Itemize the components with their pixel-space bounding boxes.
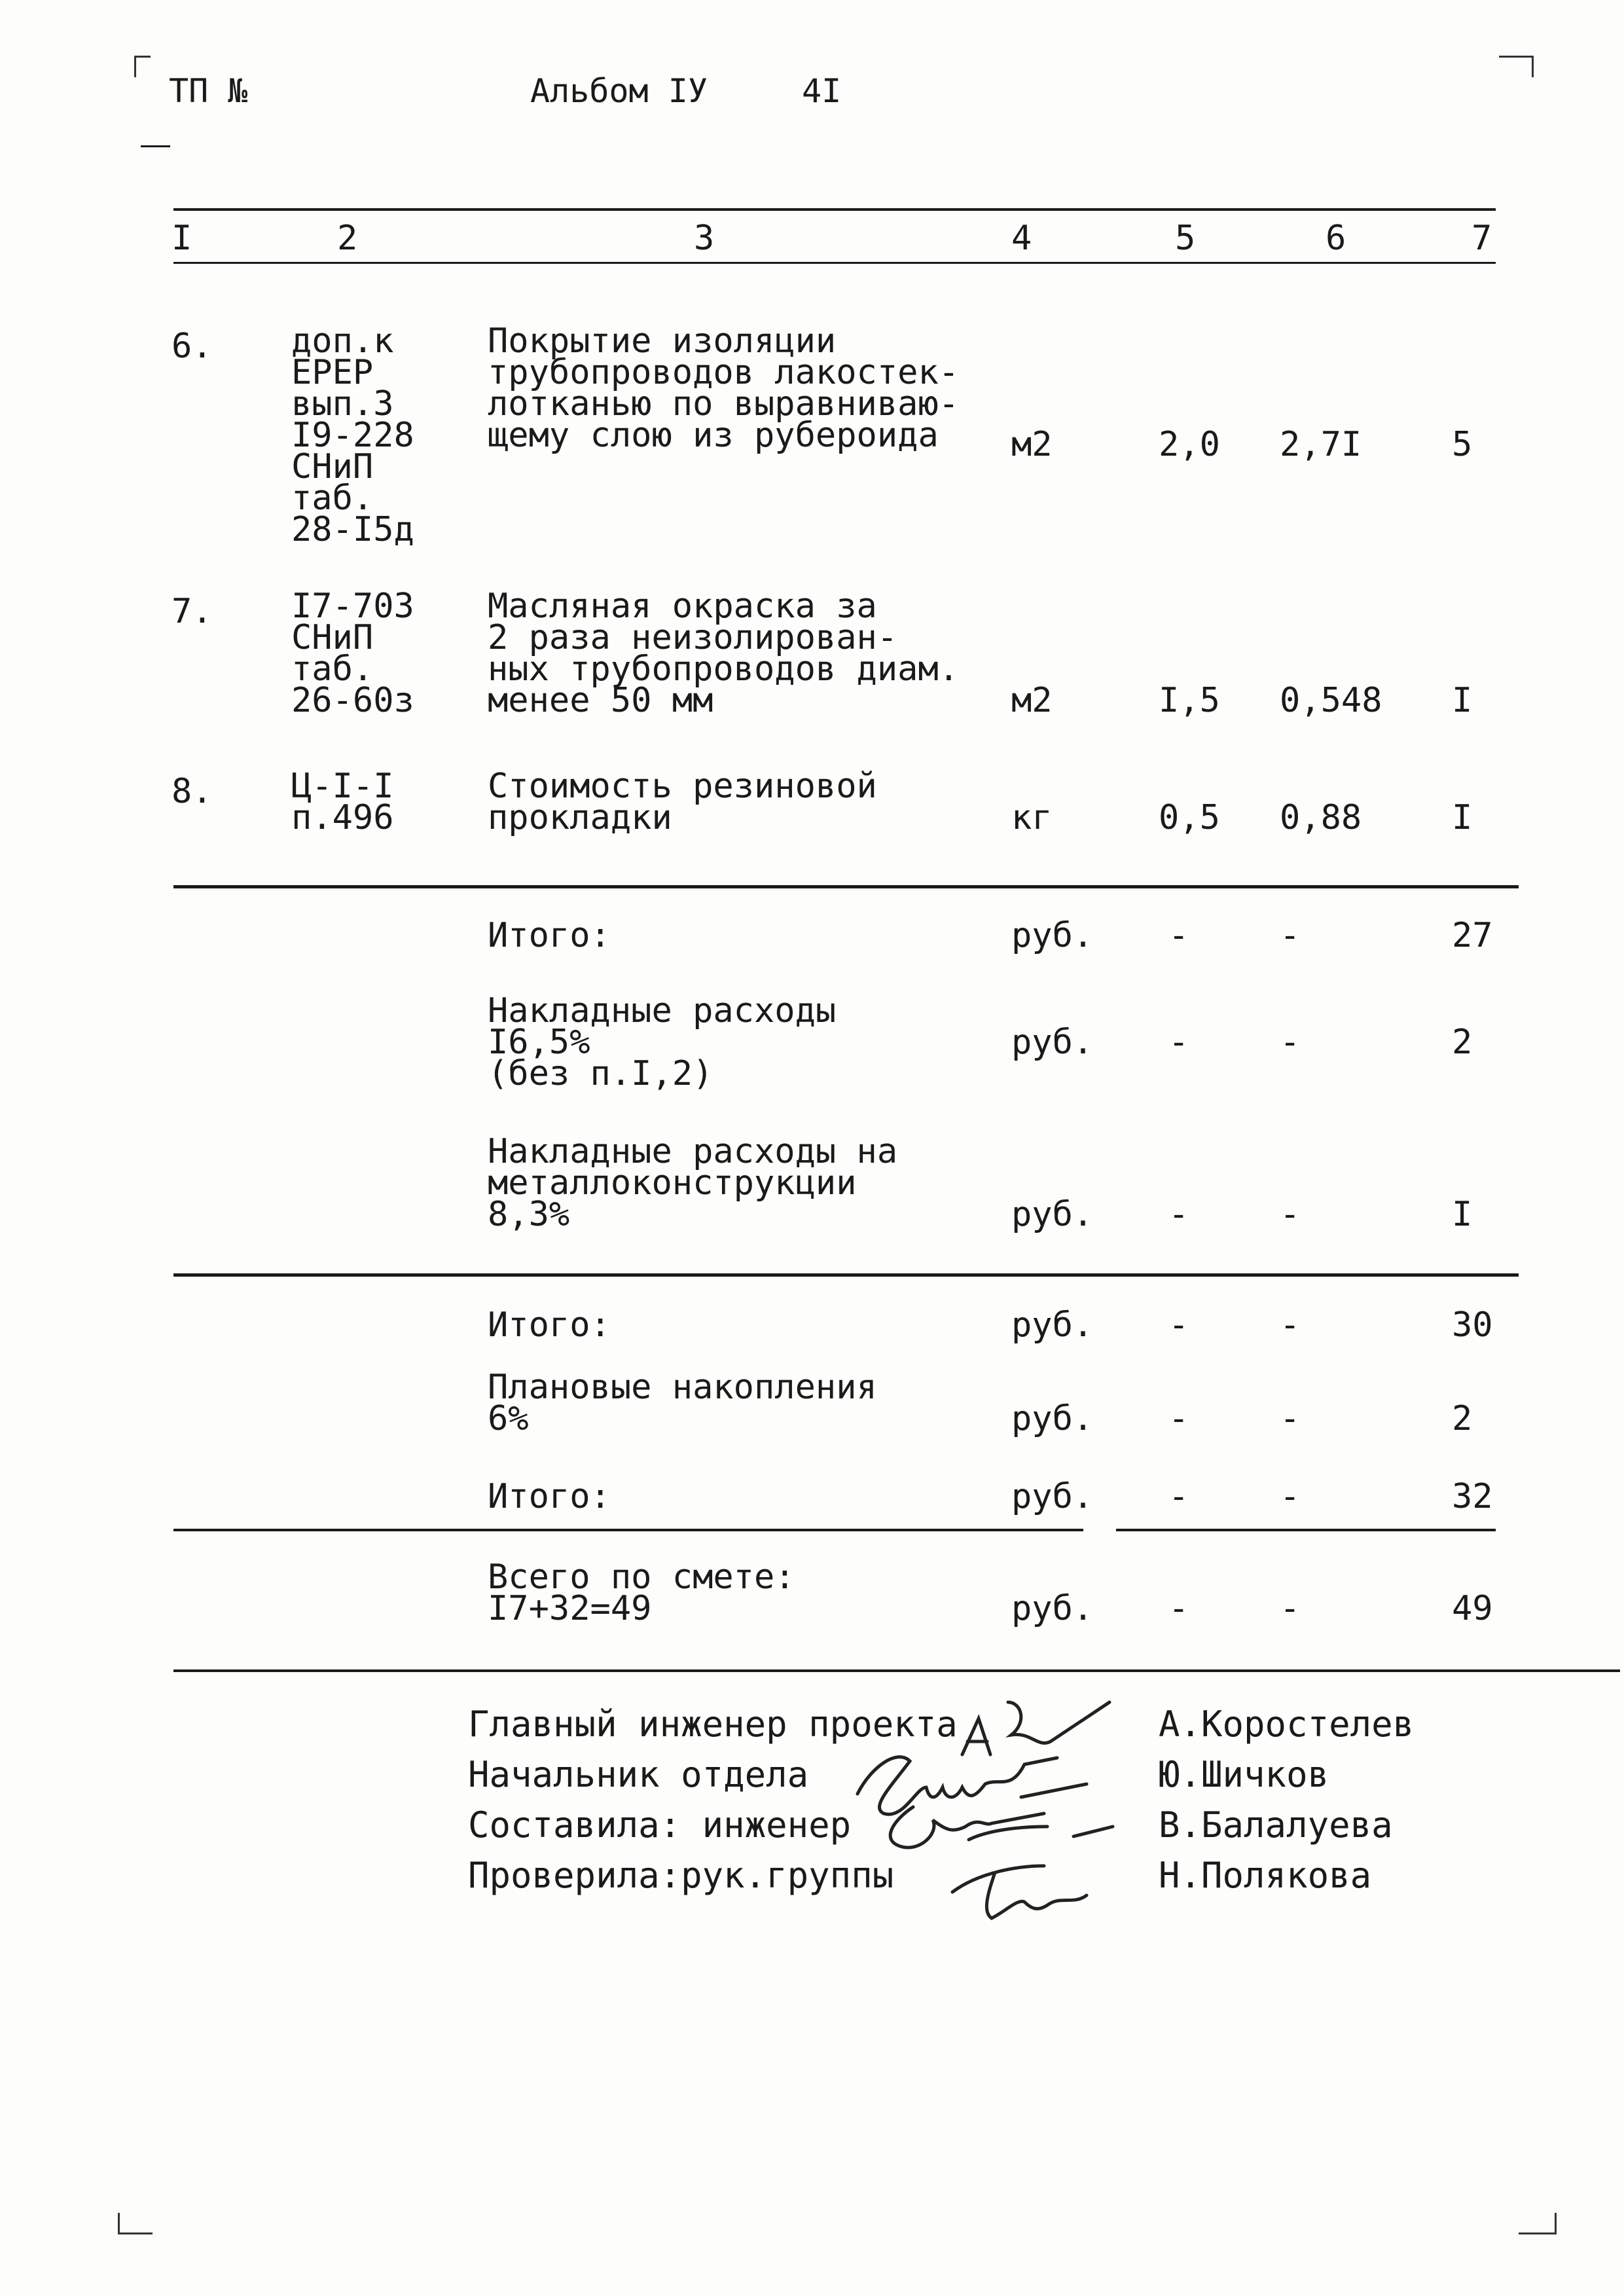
summary-label-line: Всего по смете: [488,1558,795,1597]
summary-label-line: Плановые накопления [488,1368,877,1407]
item-unit: м2 [1011,681,1053,720]
item-basis-line: I7-703 [291,587,414,626]
summary-price: - [1280,1195,1301,1234]
item-name-line: лотканью по выравниваю- [488,384,960,424]
item-basis-line: I9-228 [291,416,414,455]
summary-quantity: - [1168,1589,1189,1628]
item-quantity: I,5 [1159,681,1220,720]
item-total: I [1452,681,1473,720]
summary-total: 27 [1452,916,1493,955]
summary-label-line: Итого: [488,916,611,955]
item-basis-line: п.496 [291,798,394,837]
summary-unit: руб. [1011,1195,1094,1234]
item-basis-line: таб. [291,479,374,518]
summary-quantity: - [1168,1023,1189,1062]
summary-label-line: I7+32=49 [488,1589,652,1628]
summary-label-line: Накладные расходы [488,991,837,1030]
summary-label-line: I6,5% [488,1023,590,1062]
signature-role: Составила: инженер [468,1804,852,1846]
item-unit-price: 0,88 [1280,798,1362,837]
summary-total: 32 [1452,1477,1493,1516]
summary-total: 49 [1452,1589,1493,1628]
summary-price: - [1280,1305,1301,1345]
summary-label-line: металлоконструкции [488,1163,857,1203]
col-header-4: 4 [1011,219,1032,258]
signature-role: Начальник отдела [468,1754,809,1795]
item-basis-line: вып.3 [291,384,394,424]
summary-quantity: - [1168,916,1189,955]
col-header-2: 2 [337,219,358,258]
signature-name: Ю.Шичков [1159,1754,1329,1795]
summary-total: 30 [1452,1305,1493,1345]
signature-role: Проверила:рук.группы [468,1855,894,1896]
summary-label-line: Итого: [488,1477,611,1516]
item-total: 5 [1452,425,1473,464]
item-number: 6. [171,327,213,366]
summary-label-line: 8,3% [488,1195,570,1234]
summary-unit: руб. [1011,1589,1094,1628]
item-total: I [1452,798,1473,837]
col-header-1: I [171,219,192,258]
item-name-line: 2 раза неизолирован- [488,618,898,657]
item-basis-line: таб. [291,649,374,689]
item-quantity: 2,0 [1159,425,1220,464]
summary-unit: руб. [1011,916,1094,955]
item-number: 8. [171,772,213,811]
summary-total: 2 [1452,1023,1473,1062]
item-name-line: прокладки [488,798,672,837]
item-unit: кг [1011,798,1053,837]
item-basis-line: СНиП [291,618,374,657]
summary-unit: руб. [1011,1305,1094,1345]
col-header-7: 7 [1471,219,1492,258]
signature-name: Н.Полякова [1159,1855,1372,1896]
summary-price: - [1280,1399,1301,1438]
item-name-line: щему слою из рубероида [488,416,939,455]
item-unit-price: 2,7I [1280,425,1362,464]
item-basis-line: ЕРЕР [291,353,374,392]
item-quantity: 0,5 [1159,798,1220,837]
summary-price: - [1280,1477,1301,1516]
summary-label-line: (без п.I,2) [488,1054,713,1093]
summary-quantity: - [1168,1195,1189,1234]
summary-quantity: - [1168,1305,1189,1345]
summary-price: - [1280,1023,1301,1062]
item-basis-line: СНиП [291,447,374,486]
item-basis-line: доп.к [291,321,394,361]
summary-label-line: Итого: [488,1305,611,1345]
summary-price: - [1280,916,1301,955]
summary-quantity: - [1168,1477,1189,1516]
col-header-6: 6 [1326,219,1346,258]
tp-label: ТП № [169,72,248,110]
summary-label-line: Накладные расходы на [488,1132,898,1171]
item-name-line: трубопроводов лакостек- [488,353,960,392]
signature-name: А.Коростелев [1159,1704,1415,1745]
item-name-line: Покрытие изоляции [488,321,837,361]
item-name-line: менее 50 мм [488,681,713,720]
signature-name: В.Балалуева [1159,1804,1393,1846]
item-unit-price: 0,548 [1280,681,1382,720]
album-title: Альбом IУ [530,72,708,110]
item-basis-line: 28-I5д [291,510,414,549]
summary-unit: руб. [1011,1399,1094,1438]
page-number: 4I [802,72,842,110]
item-name-line: ных трубопроводов диам. [488,649,960,689]
summary-price: - [1280,1589,1301,1628]
item-basis-line: Ц-I-I [291,767,394,806]
item-number: 7. [171,592,213,631]
col-header-3: 3 [694,219,715,258]
summary-quantity: - [1168,1399,1189,1438]
summary-unit: руб. [1011,1023,1094,1062]
item-name-line: Стоимость резиновой [488,767,877,806]
col-header-5: 5 [1175,219,1196,258]
summary-total: I [1452,1195,1473,1234]
item-unit: м2 [1011,425,1053,464]
item-basis-line: 26-60з [291,681,414,720]
summary-label-line: 6% [488,1399,529,1438]
signature-role: Главный инженер проекта [468,1704,958,1745]
summary-unit: руб. [1011,1477,1094,1516]
item-name-line: Масляная окраска за [488,587,877,626]
summary-total: 2 [1452,1399,1473,1438]
